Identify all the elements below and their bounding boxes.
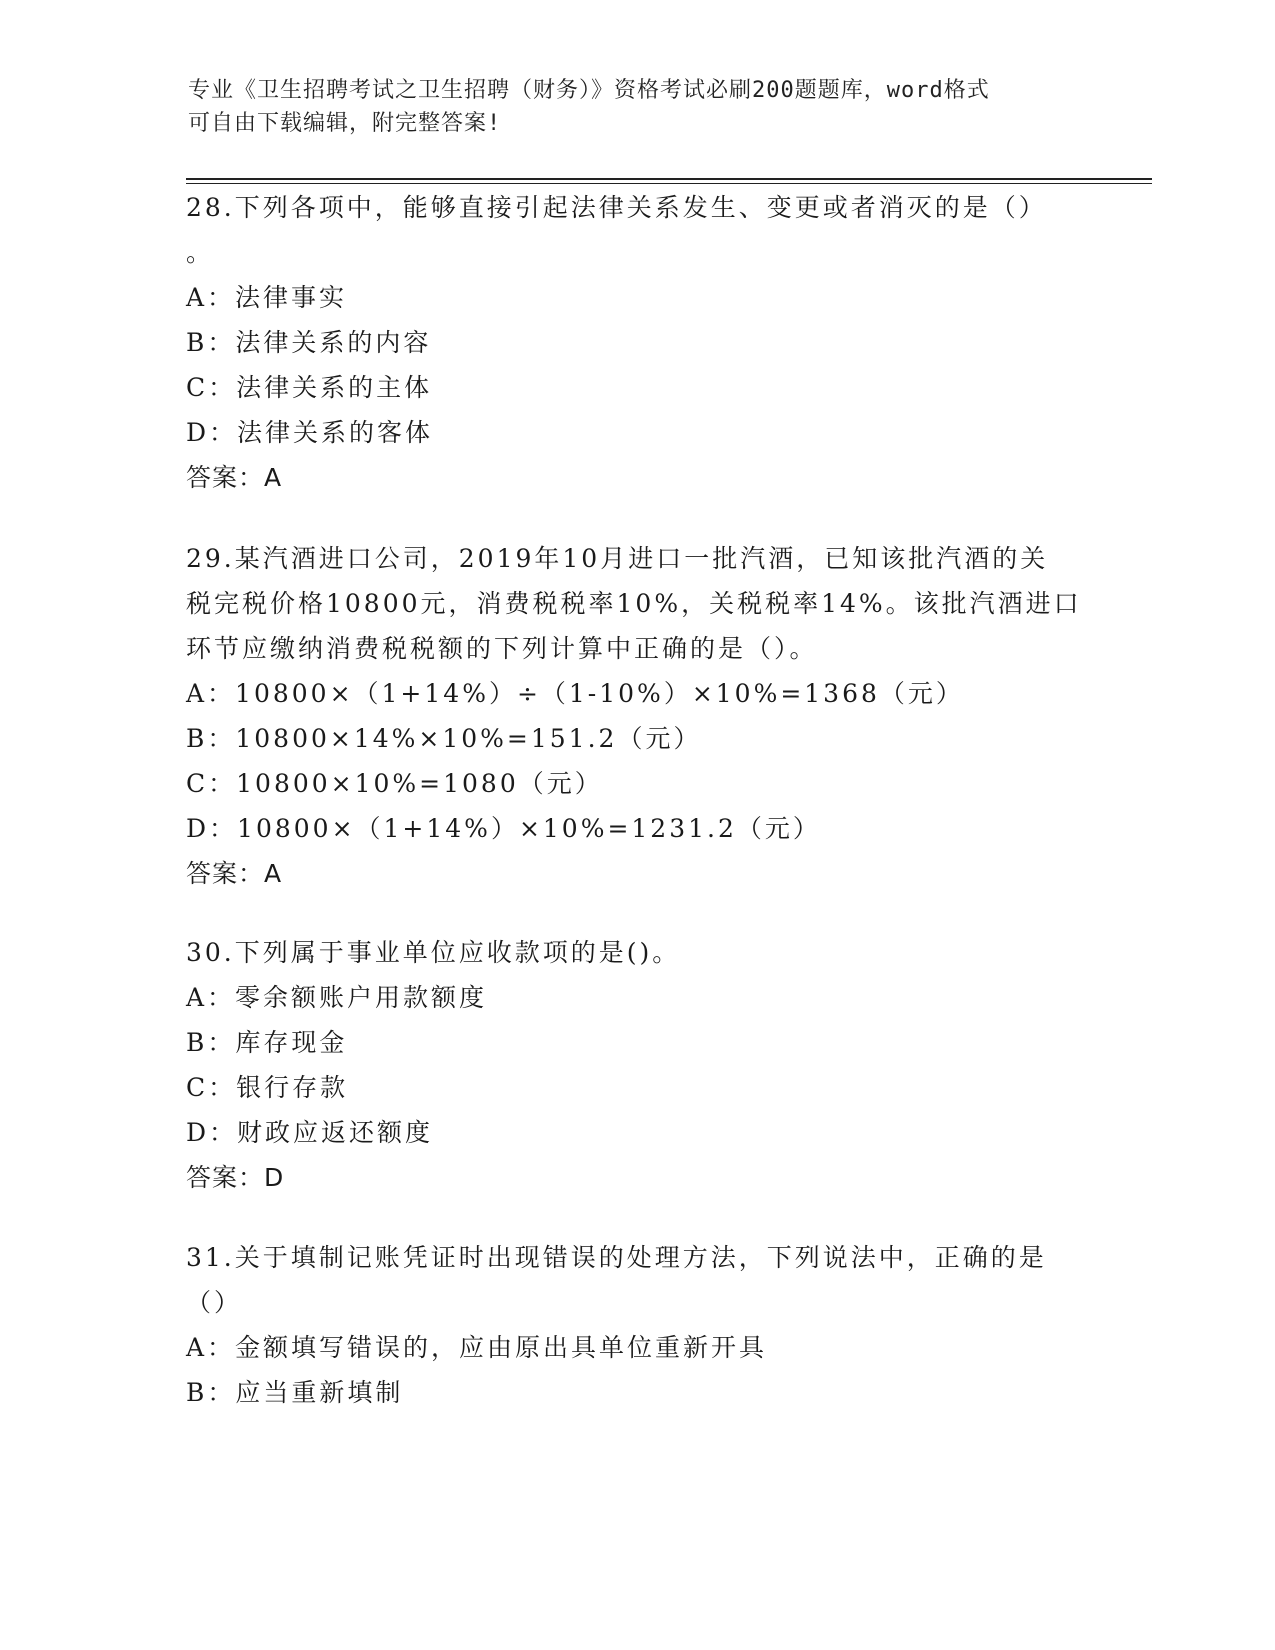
- question-stem-line: 28.下列各项中，能够直接引起法律关系发生、变更或者消灭的是（）: [186, 193, 1047, 222]
- option-b: B：库存现金: [186, 1028, 348, 1057]
- question-stem-line: 环节应缴纳消费税税额的下列计算中正确的是（）。: [186, 634, 818, 663]
- option-b: B：应当重新填制: [186, 1378, 404, 1407]
- option-d: D：财政应返还额度: [186, 1118, 434, 1147]
- question-stem-line: （）: [186, 1288, 243, 1317]
- option-d: D：法律关系的客体: [186, 418, 434, 447]
- option-d: D：10800×（1+14%）×10%=1231.2（元）: [186, 814, 821, 843]
- header-divider-thick: [186, 178, 1152, 180]
- question-30: [186, 930, 1086, 1200]
- answer: 答案：A: [186, 463, 283, 492]
- option-a: A：10800×（1+14%）÷（1-10%）×10%=1368（元）: [186, 679, 964, 708]
- option-b: B：10800×14%×10%=151.2（元）: [186, 724, 702, 753]
- question-stem-line: 29.某汽酒进口公司，2019年10月进口一批汽酒，已知该批汽酒的关: [186, 544, 1049, 573]
- question-stem-line: 30.下列属于事业单位应收款项的是()。: [186, 938, 681, 967]
- header-line-2: 可自由下载编辑，附完整答案!: [188, 111, 502, 136]
- document-header: [188, 74, 1068, 140]
- question-29: [186, 536, 1086, 896]
- option-a: A：零余额账户用款额度: [186, 983, 488, 1012]
- question-stem-line: 税完税价格10800元，消费税税率10%，关税税率14%。该批汽酒进口: [186, 589, 1082, 618]
- answer: 答案：D: [186, 1163, 285, 1192]
- question-stem-line: 。: [186, 238, 215, 267]
- header-line-1: 专业《卫生招聘考试之卫生招聘（财务）》资格考试必刷200题题库，word格式: [188, 78, 990, 103]
- question-31: [186, 1235, 1086, 1415]
- option-b: B：法律关系的内容: [186, 328, 432, 357]
- option-c: C：法律关系的主体: [186, 373, 433, 402]
- option-c: C：10800×10%=1080（元）: [186, 769, 603, 798]
- option-c: C：银行存款: [186, 1073, 349, 1102]
- option-a: A：金额填写错误的，应由原出具单位重新开具: [186, 1333, 768, 1362]
- header-divider-thin: [186, 183, 1152, 184]
- answer: 答案：A: [186, 859, 283, 888]
- question-stem-line: 31.关于填制记账凭证时出现错误的处理方法，下列说法中，正确的是: [186, 1243, 1047, 1272]
- option-a: A：法律事实: [186, 283, 348, 312]
- question-28: [186, 185, 1086, 500]
